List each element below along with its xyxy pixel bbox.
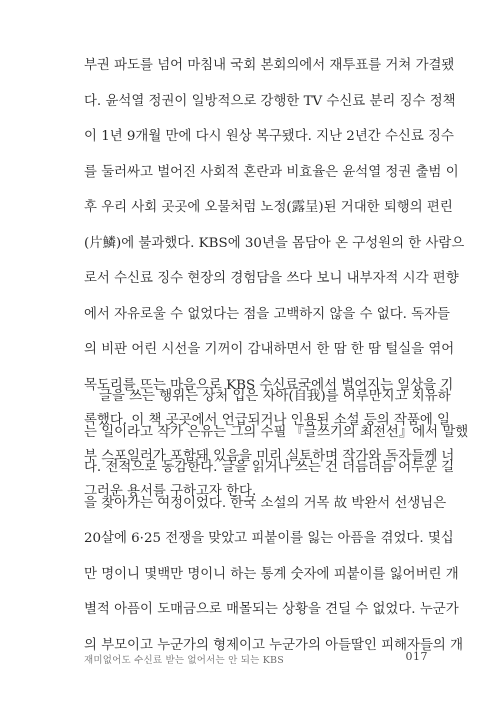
text-line: 글을 쓰는 행위는 상처 입은 자아(自我)를 어루만지고 치유하 bbox=[99, 389, 451, 404]
text-line: 의 비판 어린 시선을 기꺼이 감내하면서 한 땀 한 땀 털실을 엮어 bbox=[84, 342, 455, 357]
text-line: 다. 윤석열 정권이 일방적으로 강행한 TV 수신료 분리 징수 정책 bbox=[84, 93, 456, 109]
paragraph-2 bbox=[84, 379, 469, 663]
text-line: 별적 아픔이 도매금으로 매몰되는 상황을 견딜 수 없었다. 누군가 bbox=[84, 602, 459, 617]
running-title: 재미없어도 수신료 받는 없어서는 안 되는 KBS bbox=[84, 655, 284, 666]
text-line: 후 우리 사회 곳곳에 오물처럼 노정(露呈)된 거대한 퇴행의 편린 bbox=[84, 200, 453, 215]
text-line: 을 찾아가는 여정이었다. 한국 소설의 거목 故 박완서 선생님은 bbox=[84, 495, 447, 511]
text-line: 그러운 용서를 구하고자 한다. bbox=[84, 484, 257, 499]
text-line: 로서 수신료 징수 현장의 경험담을 쓰다 보니 내부자적 시각 편향 bbox=[84, 271, 459, 286]
text-line: 에서 자유로울 수 없었다는 점을 고백하지 않을 수 없다. 독자들 bbox=[84, 306, 450, 322]
text-line: 를 둘러싸고 벌어진 사회적 혼란과 비효율은 윤석열 정권 출범 이 bbox=[84, 164, 459, 180]
text-line: 부권 파도를 넘어 마침내 국회 본회의에서 재투표를 거쳐 가결됐 bbox=[84, 58, 455, 73]
text-line: 부 스포일러가 포함돼 있음을 미리 실토하며 작가와 독자들께 너 bbox=[84, 448, 455, 464]
text-line: 록했다. 이 책 곳곳에서 언급되거나 인용된 소설 등의 작품에 일 bbox=[84, 413, 450, 428]
text-line: 목도리를 뜨는 마음으로 KBS 수신료국에서 벌어지는 일상을 기 bbox=[84, 377, 454, 393]
text-line: 의 부모이고 누군가의 형제이고 누군가의 아들딸인 피해자들의 개 bbox=[84, 637, 464, 653]
text-line: 이 1년 9개월 만에 다시 원상 복구됐다. 지난 2년간 수신료 징수 bbox=[84, 129, 454, 144]
text-line: (片鱗)에 불과했다. KBS에 30년을 몸담아 온 구성원의 한 사람으 bbox=[84, 235, 465, 251]
text-line: 는 일이라고 작가 은유는 그의 수필 『글쓰기의 최전선』에서 말했 bbox=[84, 424, 469, 440]
page-number: 017 bbox=[405, 650, 428, 663]
text-line: 20살에 6·25 전쟁을 맞았고 피붙이를 잃는 아픔을 겪었다. 몇십 bbox=[84, 531, 454, 546]
text-line: 만 명이니 몇백만 명이니 하는 통계 숫자에 피붙이를 잃어버린 개 bbox=[84, 566, 459, 582]
text-line: 다. 전적으로 동감한다. 글을 읽거나 쓰는 건 더듬더듬 어두운 길 bbox=[84, 460, 455, 475]
